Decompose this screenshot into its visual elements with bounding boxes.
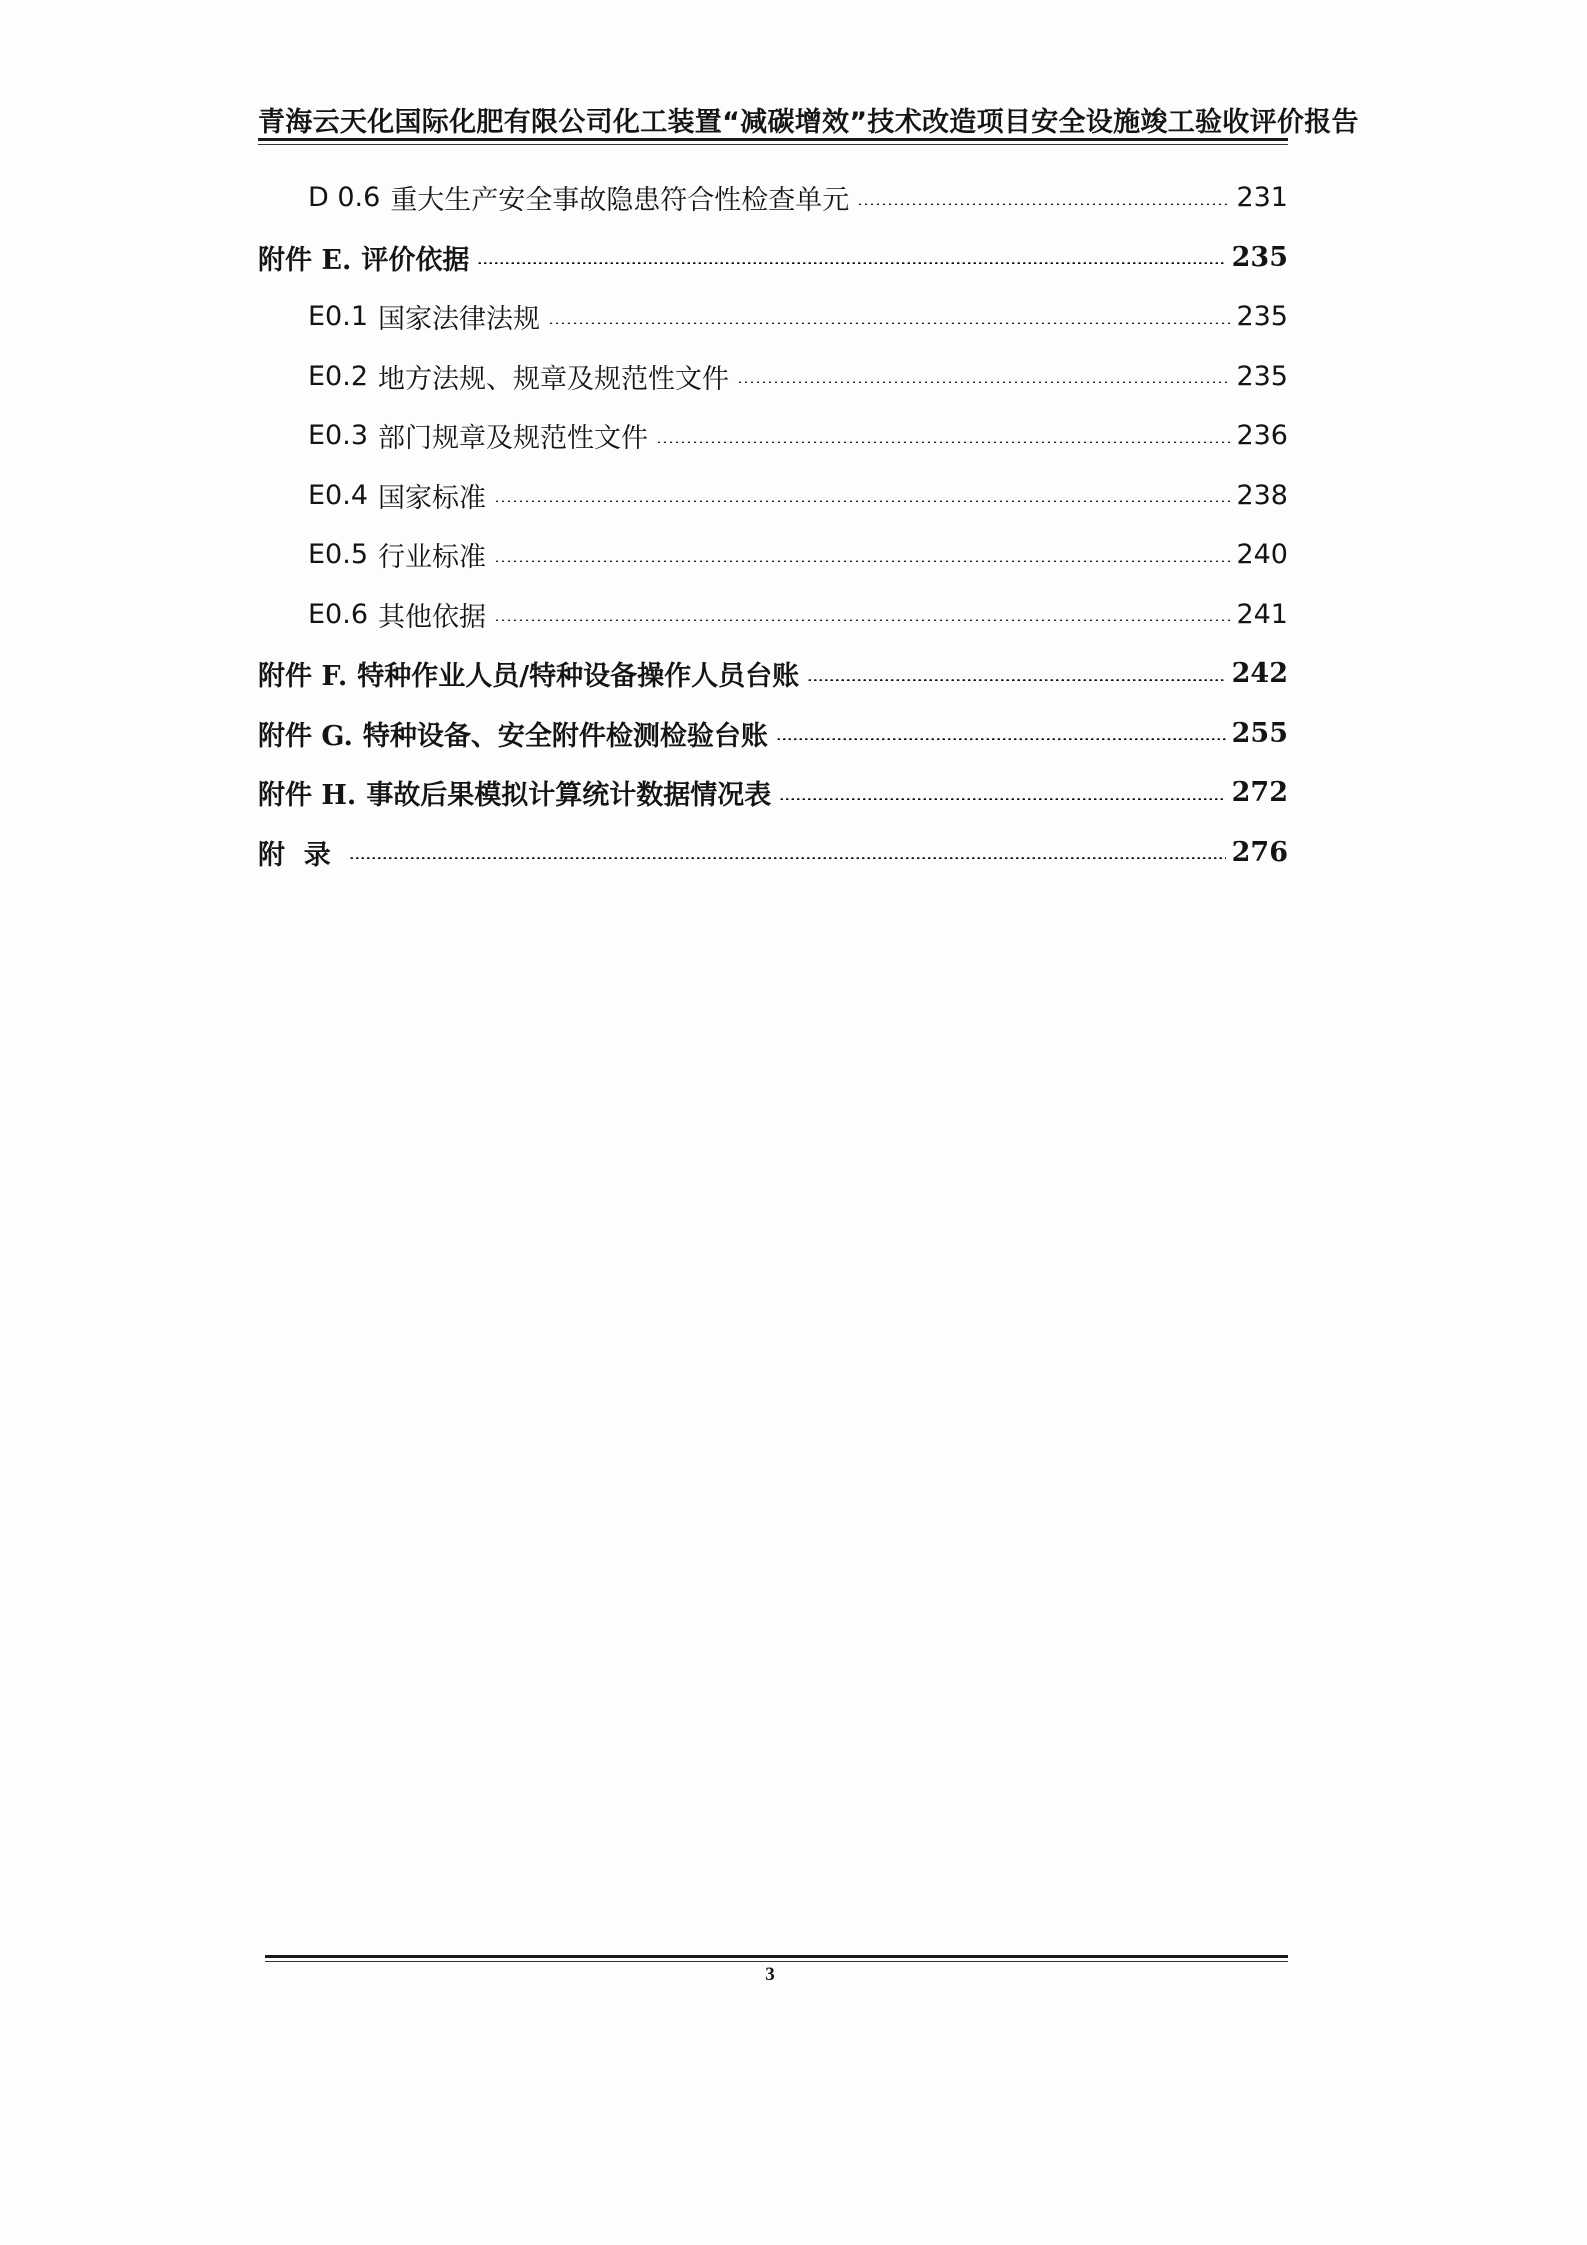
toc-entry-title: 部门规章及规范性文件 — [378, 423, 648, 455]
toc-entry-number: E0.5 — [308, 539, 368, 571]
toc-dot-leader — [548, 322, 1230, 324]
header-rule-thin — [258, 144, 1288, 145]
toc-dot-leader — [494, 500, 1230, 502]
toc-entry-page: 272 — [1231, 777, 1288, 809]
toc-entry-page: 241 — [1236, 598, 1288, 630]
toc-entry-number: D 0.6 — [308, 182, 381, 214]
table-of-contents — [258, 168, 1288, 882]
toc-dot-leader — [477, 262, 1225, 264]
toc-dot-leader — [776, 738, 1226, 740]
toc-entry[interactable] — [258, 228, 1288, 288]
toc-entry-page: 240 — [1236, 539, 1288, 571]
toc-entry-page: 235 — [1236, 360, 1288, 392]
header-rule — [258, 138, 1288, 141]
toc-entry-number: E0.3 — [308, 420, 368, 452]
toc-entry[interactable] — [258, 168, 1288, 228]
toc-dot-leader — [857, 203, 1230, 205]
toc-entry-title: 事故后果模拟计算统计数据情况表 — [366, 780, 772, 812]
toc-entry-title: 行业标准 — [378, 542, 486, 574]
toc-entry-title: 特种设备、安全附件检测检验台账 — [362, 720, 768, 752]
page-number: 3 — [765, 1964, 775, 1985]
toc-entry[interactable] — [258, 406, 1288, 466]
toc-entry-title: 国家标准 — [378, 482, 486, 514]
toc-entry-page: 235 — [1236, 301, 1288, 333]
toc-entry-page: 231 — [1236, 182, 1288, 214]
toc-entry[interactable] — [258, 644, 1288, 704]
toc-dot-leader — [656, 441, 1230, 443]
toc-dot-leader — [779, 798, 1225, 800]
toc-entry-title: 其他依据 — [378, 601, 486, 633]
toc-entry-number: 附件 G. — [258, 720, 353, 752]
toc-entry[interactable] — [258, 585, 1288, 645]
toc-dot-leader — [349, 857, 1226, 859]
toc-entry[interactable] — [258, 347, 1288, 407]
toc-entry-number: E0.6 — [308, 598, 368, 630]
toc-dot-leader — [494, 619, 1230, 621]
toc-entry-page: 276 — [1231, 836, 1288, 868]
toc-entry[interactable] — [258, 823, 1288, 883]
toc-entry-page: 255 — [1231, 717, 1288, 749]
footer-rule-thin — [265, 1961, 1288, 1962]
toc-entry-title: 评价依据 — [361, 244, 470, 276]
toc-entry[interactable] — [258, 466, 1288, 526]
toc-entry[interactable] — [258, 525, 1288, 585]
toc-entry-number: E0.1 — [308, 301, 368, 333]
toc-entry-number: E0.4 — [308, 479, 368, 511]
toc-entry[interactable] — [258, 287, 1288, 347]
running-header: 青海云天化国际化肥有限公司化工装置“减碳增效”技术改造项目安全设施竣工验收评价报告 — [258, 107, 1359, 138]
toc-entry-number: E0.2 — [308, 360, 368, 392]
footer-rule — [265, 1955, 1288, 1958]
toc-entry-page: 236 — [1236, 420, 1288, 452]
toc-entry-title: 重大生产安全事故隐患符合性检查单元 — [390, 185, 850, 217]
toc-entry-number: 附 录 — [258, 839, 331, 871]
toc-entry-title: 国家法律法规 — [378, 304, 540, 336]
toc-entry-title: 特种作业人员/特种设备操作人员台账 — [357, 661, 800, 693]
toc-dot-leader — [737, 381, 1230, 383]
toc-entry-title: 地方法规、规章及规范性文件 — [378, 363, 729, 395]
toc-entry[interactable] — [258, 704, 1288, 764]
toc-entry-page: 242 — [1231, 658, 1288, 690]
toc-dot-leader — [494, 560, 1230, 562]
toc-entry-number: 附件 H. — [258, 780, 357, 812]
toc-dot-leader — [807, 679, 1225, 681]
toc-entry-page: 235 — [1231, 241, 1288, 273]
toc-entry[interactable] — [258, 763, 1288, 823]
toc-entry-page: 238 — [1236, 479, 1288, 511]
toc-entry-number: 附件 F. — [258, 661, 348, 693]
toc-entry-number: 附件 E. — [258, 244, 352, 276]
